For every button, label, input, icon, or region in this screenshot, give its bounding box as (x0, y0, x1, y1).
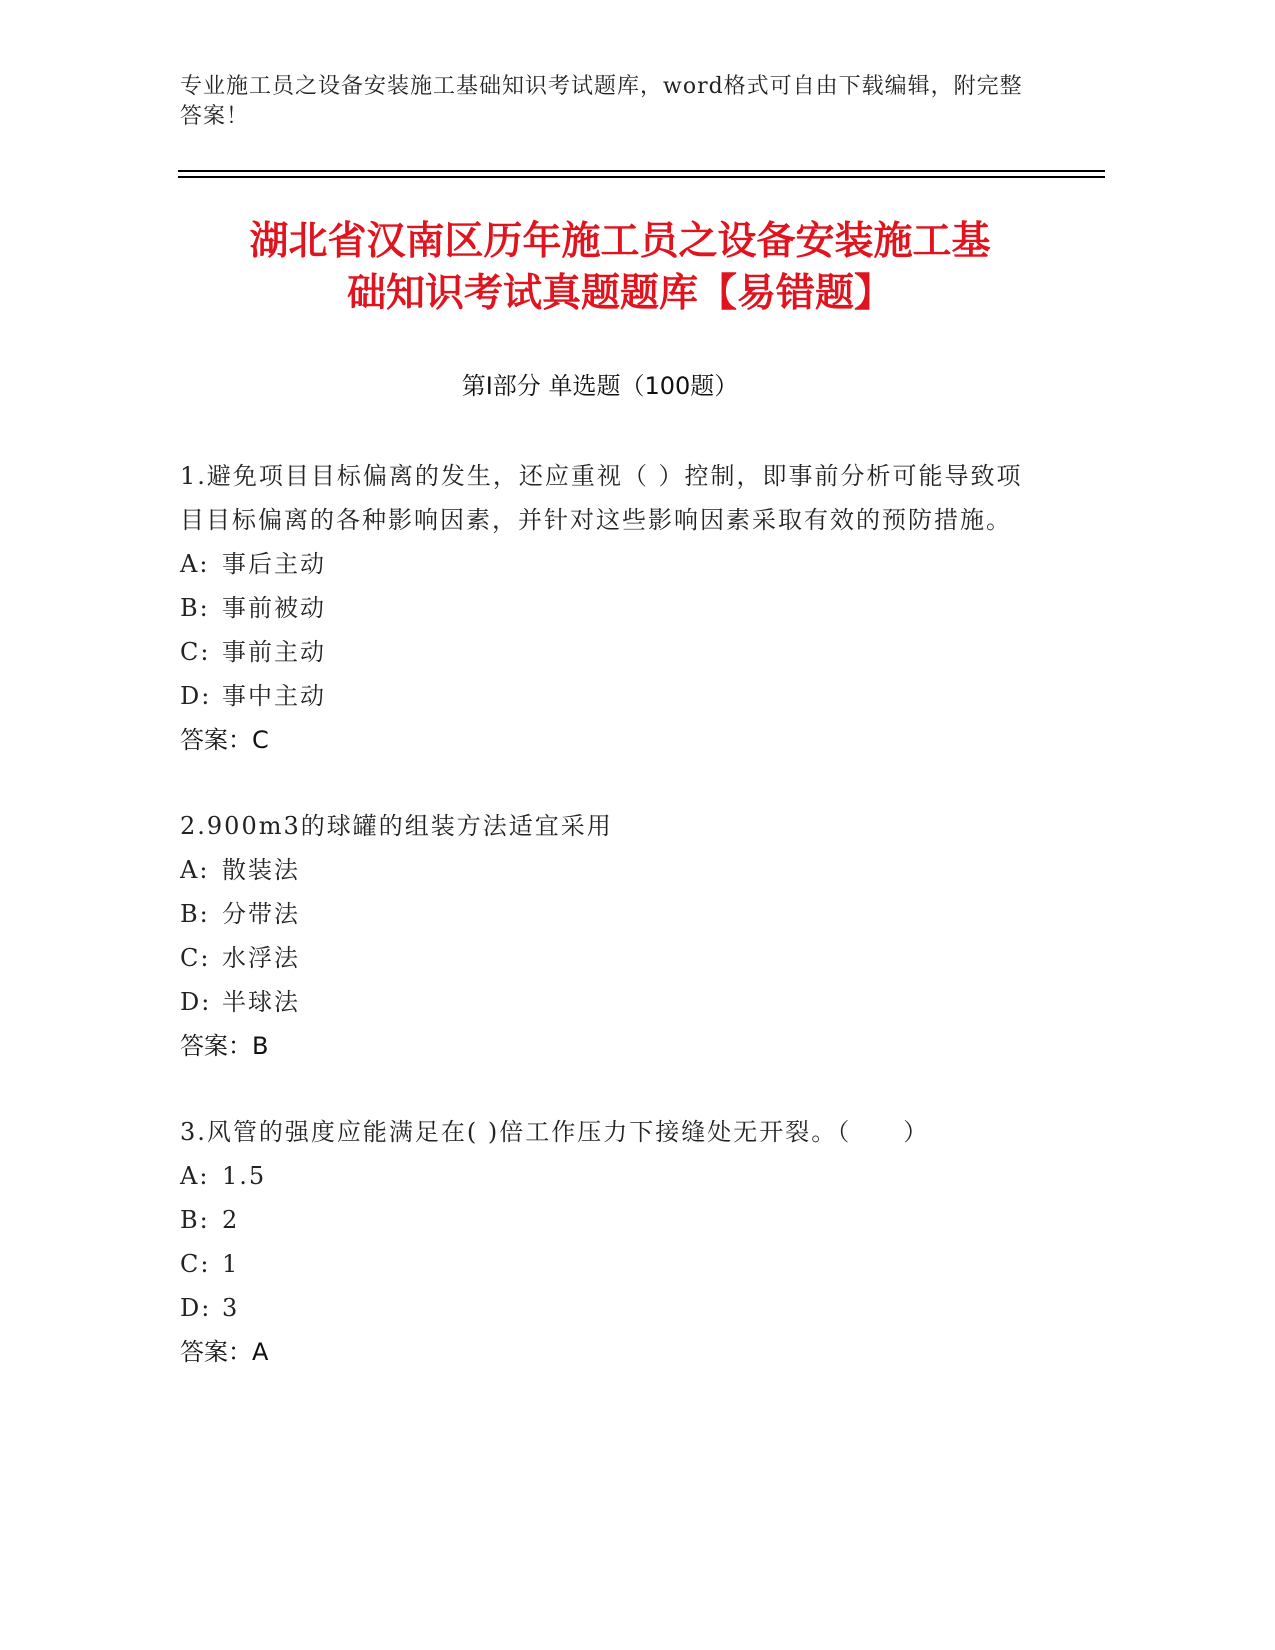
option-text: 事后主动 (222, 550, 326, 578)
question-stem: 2.900m3的球罐的组装方法适宜采用 (180, 812, 613, 840)
option-a (180, 542, 1040, 586)
option-text: 1 (222, 1250, 240, 1278)
option-key: A: (180, 1162, 210, 1190)
option-key: B: (180, 900, 210, 928)
header-divider-top (178, 170, 1105, 172)
option-key: C: (180, 1250, 211, 1278)
document-title-line-1: 湖北省汉南区历年施工员之设备安装施工基 (249, 219, 991, 264)
option-b (180, 892, 1040, 936)
question-1 (180, 454, 1040, 762)
question-stem: 3.风管的强度应能满足在( )倍工作压力下接缝处无开裂。（ ） (180, 1118, 930, 1146)
answer-line (180, 718, 1040, 762)
option-key: D: (180, 1294, 212, 1322)
answer-line (180, 1024, 1040, 1068)
answer-label: 答案： (180, 1338, 252, 1366)
option-text: 水浮法 (222, 944, 300, 972)
answer-value: B (252, 1032, 269, 1060)
option-b (180, 1198, 1040, 1242)
option-text: 2 (222, 1206, 240, 1234)
option-text: 散装法 (222, 856, 300, 884)
option-key: D: (180, 682, 212, 710)
question-stem: 1.避免项目目标偏离的发生，还应重视（ ）控制，即事前分析可能导致项目目标偏离的各种影响因素，并针对这些影响因素采取有效的预防措施。 (180, 462, 1023, 534)
answer-value: C (252, 726, 269, 754)
option-a (180, 848, 1040, 892)
option-d (180, 674, 1040, 718)
answer-label: 答案： (180, 1032, 252, 1060)
option-text: 3 (222, 1294, 240, 1322)
question-2 (180, 804, 1040, 1068)
option-text: 1.5 (222, 1162, 267, 1190)
option-text: 半球法 (222, 988, 300, 1016)
option-c (180, 936, 1040, 980)
option-key: A: (180, 856, 210, 884)
option-key: D: (180, 988, 212, 1016)
option-c (180, 1242, 1040, 1286)
header-divider-bottom (178, 176, 1105, 178)
option-text: 分带法 (222, 900, 300, 928)
section-title: 第Ⅰ部分 单选题（100题） (461, 372, 739, 400)
option-key: A: (180, 550, 210, 578)
answer-label: 答案： (180, 726, 252, 754)
answer-value: A (252, 1338, 269, 1366)
option-c (180, 630, 1040, 674)
answer-line (180, 1330, 1040, 1374)
option-b (180, 586, 1040, 630)
document-title (140, 216, 1100, 320)
document-title-line-2: 础知识考试真题题库【易错题】 (346, 271, 893, 316)
option-key: B: (180, 1206, 210, 1234)
option-text: 事前被动 (222, 594, 326, 622)
question-list (180, 454, 1040, 1416)
option-d (180, 980, 1040, 1024)
option-a (180, 1154, 1040, 1198)
option-key: C: (180, 944, 211, 972)
option-text: 事前主动 (222, 638, 326, 666)
option-key: B: (180, 594, 210, 622)
option-d (180, 1286, 1040, 1330)
option-text: 事中主动 (222, 682, 326, 710)
header-note: 专业施工员之设备安装施工基础知识考试题库，word格式可自由下载编辑，附完整答案！ (180, 74, 1023, 129)
question-3 (180, 1110, 1040, 1374)
option-key: C: (180, 638, 211, 666)
